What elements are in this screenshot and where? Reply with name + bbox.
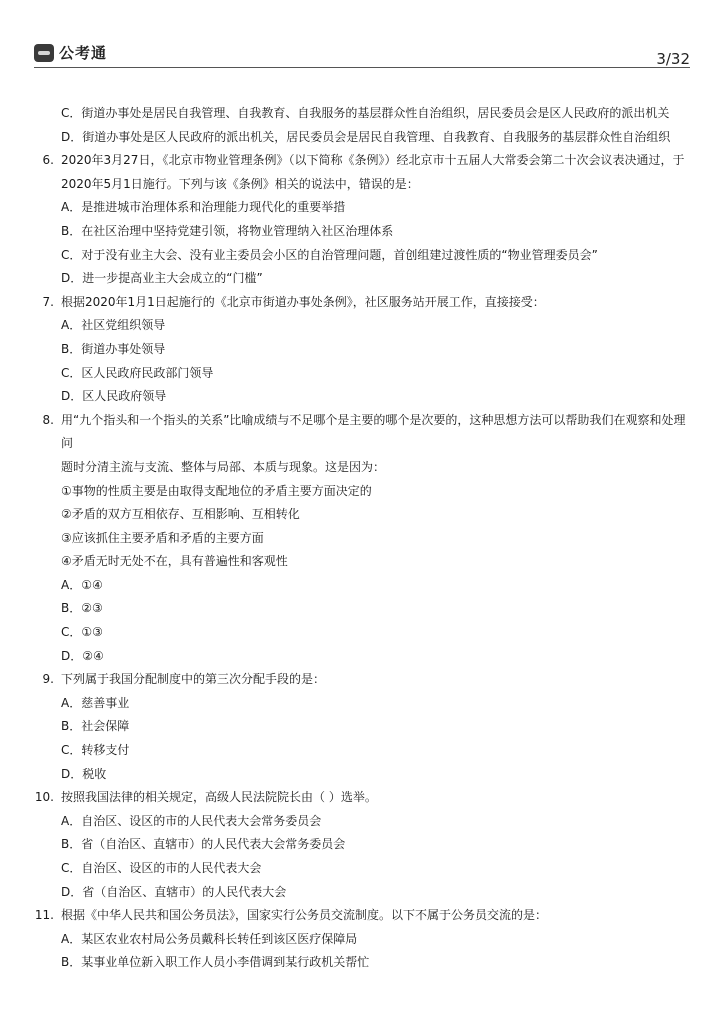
question-item [34, 904, 690, 975]
option-text: B．街道办事处领导 [61, 341, 166, 356]
logo-icon [34, 44, 54, 62]
option-text: D．②④ [61, 648, 104, 663]
statement-item: ②矛盾的双方互相依存、互相影响、互相转化 [61, 507, 300, 522]
option-text: B．某事业单位新入职工作人员小李借调到某行政机关帮忙 [61, 955, 370, 970]
question-item [34, 668, 690, 786]
option-text: C．对于没有业主大会、没有业主委员会小区的自治管理问题，首创组建过渡性质的“物业管理委员会” [61, 247, 598, 262]
option-text: C．①③ [61, 625, 103, 640]
question-item [34, 786, 690, 904]
option-text: B．在社区治理中坚持党建引领，将物业管理纳入社区治理体系 [61, 223, 394, 238]
option-text: B．省（自治区、直辖市）的人民代表大会常务委员会 [61, 837, 346, 852]
option-text: C．转移支付 [61, 743, 130, 758]
option-text: D．进一步提高业主大会成立的“门槛” [61, 271, 263, 286]
option-text: C．街道办事处是居民自我管理、自我教育、自我服务的基层群众性自治组织，居民委员会是区人民政府的派出机关 [61, 106, 670, 120]
option-text: C．区人民政府民政部门领导 [61, 365, 214, 380]
question-stem: 按照我国法律的相关规定，高级人民法院院长由（ ）选举。 [61, 790, 377, 805]
header-divider [34, 67, 690, 68]
page-header [34, 38, 690, 68]
logo-text: 公考通 [59, 44, 108, 62]
question-stem: 根据《中华人民共和国公务员法》，国家实行公务员交流制度。以下不属于公务员交流的是： [61, 908, 548, 923]
question-stem: 下列属于我国分配制度中的第三次分配手段的是： [61, 672, 326, 687]
option-text: B．②③ [61, 601, 103, 616]
option-text: D．街道办事处是区人民政府的派出机关，居民委员会是居民自我管理、自我教育、自我服务的基层群众性自治组织 [61, 129, 671, 144]
question-item [34, 409, 690, 669]
question-stem: 根据2020年1月1日起施行的《北京市街道办事处条例》，社区服务站开展工作，直接接受： [61, 294, 545, 309]
question-stem: 用“九个指头和一个指头的关系”比喻成绩与不足哪个是主要的哪个是次要的，这种思想方法可以帮助我们在观察和处理问 [61, 412, 686, 451]
option-text: D．区人民政府领导 [61, 389, 167, 404]
option-text: C．自治区、设区的市的人民代表大会 [61, 861, 262, 875]
option-text: D．省（自治区、直辖市）的人民代表大会 [61, 884, 287, 899]
question-stem: 题时分清主流与支流、整体与局部、本质与现象。这是因为： [61, 459, 386, 474]
question-item [34, 149, 690, 291]
logo [34, 42, 107, 63]
question-number: 8. [42, 412, 54, 427]
page-number: 3/32 [656, 50, 690, 68]
option-text: A．某区农业农村局公务员戴科长转任到该区医疗保障局 [61, 931, 358, 946]
question-stem: 2020年5月1日施行。下列与该《条例》相关的说法中，错误的是： [61, 176, 419, 191]
question-number: 7. [42, 294, 54, 309]
document-body [34, 102, 690, 975]
option-text: A．慈善事业 [61, 695, 130, 710]
question-number: 11. [34, 908, 54, 923]
option-text: A．①④ [61, 577, 103, 592]
option-text: D．税收 [61, 766, 107, 781]
option-text: A．社区党组织领导 [61, 318, 166, 333]
question-number: 9. [42, 672, 54, 687]
question-item [34, 291, 690, 409]
statement-item: ③应该抓住主要矛盾和矛盾的主要方面 [61, 530, 264, 545]
question-stem: 2020年3月27日，《北京市物业管理条例》（以下简称《条例》）经北京市十五届人大常委会第二十次会议表决通过，于 [61, 153, 685, 168]
question-number: 6. [42, 153, 54, 168]
option-text: B．社会保障 [61, 719, 130, 734]
question-number: 10. [34, 790, 54, 805]
statement-item: ④矛盾无时无处不在，具有普遍性和客观性 [61, 554, 288, 569]
option-text: A．是推进城市治理体系和治理能力现代化的重要举措 [61, 200, 346, 215]
statement-item: ①事物的性质主要是由取得支配地位的矛盾主要方面决定的 [61, 483, 372, 498]
option-text: A．自治区、设区的市的人民代表大会常务委员会 [61, 813, 322, 828]
